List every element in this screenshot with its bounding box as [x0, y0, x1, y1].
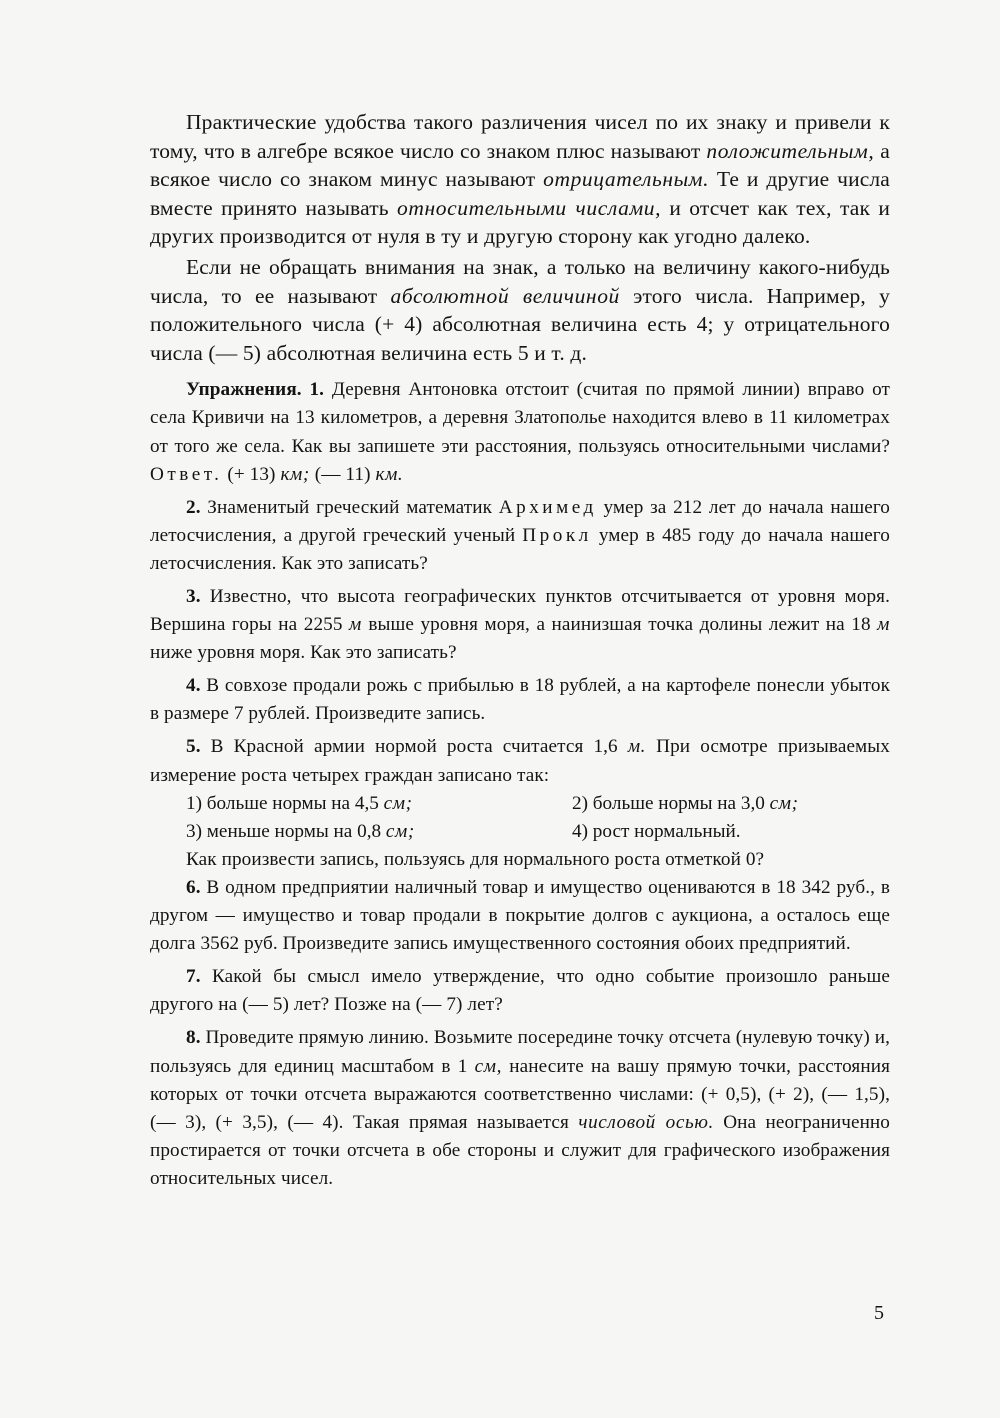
- exercise-1: Упражнения. 1. Деревня Антоновка отстоит (считая по прямой линии) вправо от села Кривичи на 13 километров, а деревня Златополье находится влево в 11 километрах от того же села. Как вы запишете эти расстояния, пользуясь относительными числами? Ответ. (+ 13) км; (— 11) км.: [150, 379, 890, 485]
- name-archimedes: Архимед: [498, 496, 597, 518]
- paragraph-signs: Практические удобства такого различения чисел по их знаку и привели к тому, что в алгебре всякое число со знаком плюс называют положительным, а всякое число со знаком минус называют отрицательным. Те и другие числа вместе принято называть относительными числами, и отсчет как тех, так и других производится от нуля в ту и другую сторону как угодно далеко.: [150, 110, 890, 249]
- term-number-axis: числовой осью.: [578, 1111, 714, 1133]
- exercise-number: 8.: [186, 1027, 201, 1049]
- exercise-2: 2. Знаменитый греческий математик Архимед умер за 212 лет до начала нашего летосчисления, а другой греческий ученый Прокл умер в 485 году до начала нашего летосчисления. Как это записать?: [150, 496, 891, 574]
- exercise-8: 8. Проведите прямую линию. Возьмите посередине точку отсчета (нулевую точку) и, пользуясь для единиц масштабом в 1 см, нанесите на вашу прямую точки, расстояния которых от точки отсчета выражаются соответственно числами: (+ 0,5), (+ 2), (— 1,5), (— 3), (+ 3,5), (— 4). Такая прямая называется числовой осью. Она неограниченно простирается от точки отсчета в обе стороны и служит для графического изображения относительных чисел.: [150, 1027, 890, 1189]
- name-proclus: Прокл: [522, 524, 592, 546]
- exercise-number: 7.: [186, 966, 201, 988]
- exercise-5-question: Как произвести запись, пользуясь для нормального роста отметкой 0?: [186, 848, 765, 870]
- exercise-4: 4. В совхозе продали рожь с прибылью в 18 рублей, а на картофеле понесли убыток в размере 7 рублей. Произведите запись.: [150, 675, 890, 725]
- list-item: 2) больше нормы на 3,0 см;: [572, 792, 799, 814]
- exercise-number: 2.: [186, 496, 201, 518]
- page-number: 5: [874, 1302, 884, 1324]
- term-relative-numbers: относительными числами,: [397, 195, 662, 220]
- list-item: 4) рост нормальный.: [572, 820, 741, 842]
- term-negative: отрицательным.: [543, 167, 710, 192]
- term-absolute-value: абсолютной величиной: [390, 283, 620, 308]
- exercise-number: 1.: [309, 379, 325, 401]
- exercise-6: 6. В одном предприятии наличный товар и имущество оцениваются в 18 342 руб., в другом — имущество и товар продали в покрытие долгов с аукциона, а осталось еще долга 3562 руб. Произведите запись имущественного состояния обоих предприятий.: [150, 876, 890, 955]
- term-positive: положительным,: [706, 138, 875, 163]
- exercise-3: 3. Известно, что высота географических пунктов отсчитывается от уровня моря. Вершина горы на 2255 м выше уровня моря, а наинизшая точка долины лежит на 18 м ниже уровня моря. Как это записать?: [150, 586, 890, 664]
- answer-label: Ответ.: [150, 463, 223, 485]
- text-block: [150, 108, 890, 1193]
- exercise-number: 5.: [186, 736, 201, 758]
- list-item: 3) меньше нормы на 0,8 см;: [186, 820, 415, 842]
- exercise-number: 4.: [186, 675, 201, 697]
- list-item: 1) больше нормы на 4,5 см;: [186, 792, 413, 814]
- exercise-5: 5. В Красной армии нормой роста считается 1,6 м. При осмотре призываемых измерение роста четырех граждан записано так:: [150, 736, 890, 786]
- paragraph-absolute-value: Если не обращать внимания на знак, а только на величину какого-нибудь числа, то ее называют абсолютной величиной этого числа. Например, у положительного числа (+ 4) абсолютная величина есть 4; у отрицательного числа (— 5) абсолютная величина есть 5 и т. д.: [150, 254, 890, 365]
- exercise-number: 3.: [186, 586, 201, 607]
- exercise-5-measurements: [150, 790, 890, 846]
- exercise-7: 7. Какой бы смысл имело утверждение, что одно событие произошло раньше другого на (— 5) лет? Позже на (— 7) лет?: [150, 966, 890, 1016]
- exercise-number: 6.: [186, 876, 201, 898]
- exercises-heading: Упражнения.: [186, 379, 302, 401]
